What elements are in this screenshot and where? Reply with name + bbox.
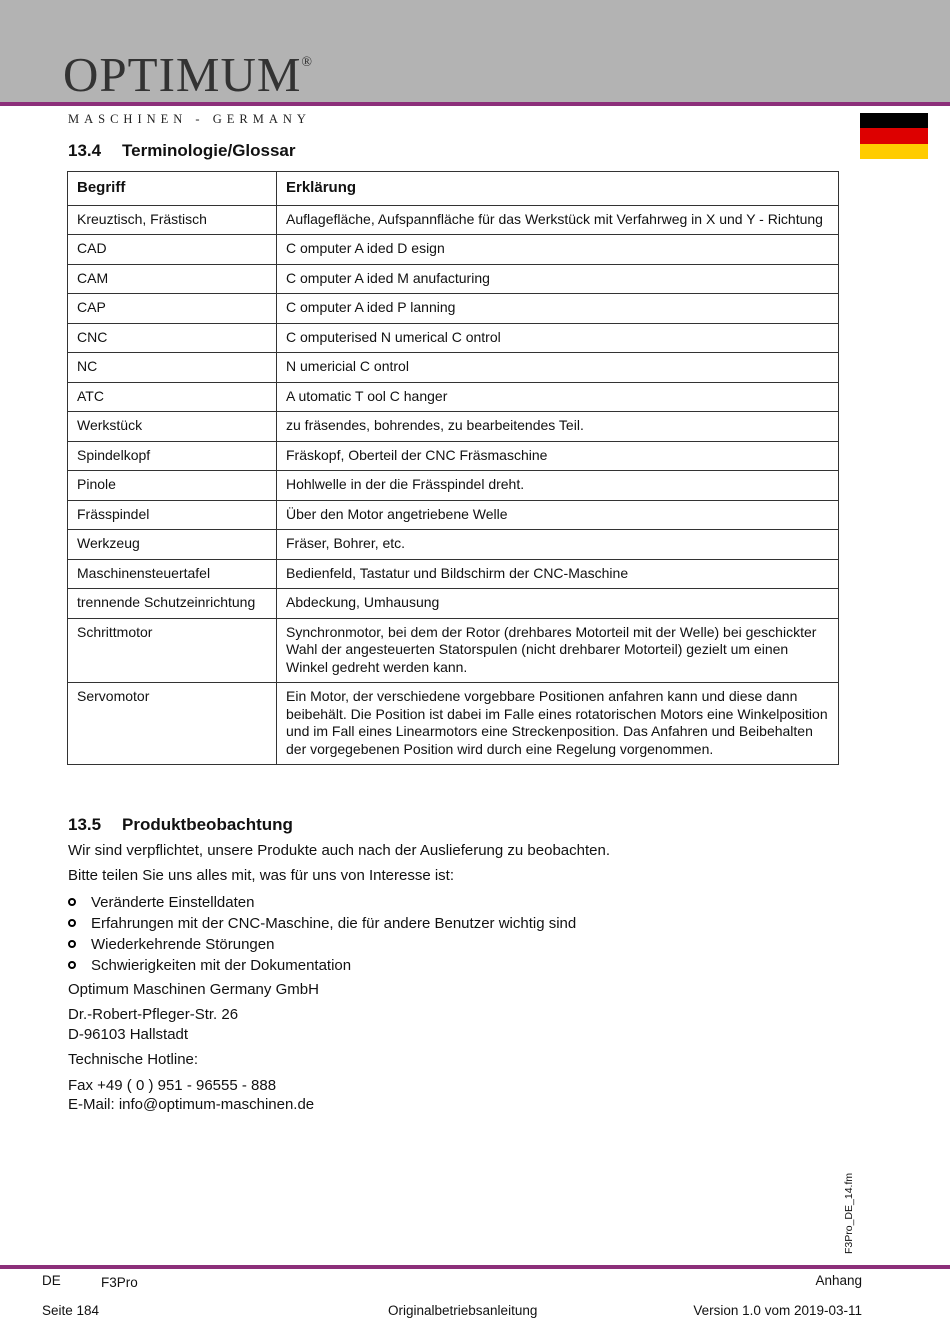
- intro-text: Wir sind verpflichtet, unsere Produkte auch nach der Auslieferung zu beobachten.: [68, 842, 610, 859]
- definition-cell: C omputer A ided P lanning: [277, 294, 839, 324]
- term-cell: Frässpindel: [68, 500, 277, 530]
- footer-model: F3Pro: [101, 1275, 138, 1290]
- section-heading-glossary: 13.4 Terminologie/Glossar: [68, 141, 296, 160]
- definition-cell: Hohlwelle in der die Frässpindel dreht.: [277, 471, 839, 501]
- term-cell: Servomotor: [68, 683, 277, 765]
- table-row: [68, 618, 839, 683]
- bullet-icon: [68, 961, 76, 969]
- column-header: Begriff: [68, 172, 277, 206]
- table-row: [68, 530, 839, 560]
- bullet-icon: [68, 898, 76, 906]
- bullet-icon: [68, 940, 76, 948]
- term-cell: Spindelkopf: [68, 441, 277, 471]
- term-cell: Werkstück: [68, 412, 277, 442]
- brand-logo: OPTIMUM®: [63, 47, 314, 102]
- table-row: [68, 559, 839, 589]
- list-item: Wiederkehrende Störungen: [68, 935, 576, 956]
- table-row: [68, 412, 839, 442]
- bullet-icon: [68, 919, 76, 927]
- table-row: [68, 264, 839, 294]
- table-row: [68, 589, 839, 619]
- term-cell: Maschinensteuertafel: [68, 559, 277, 589]
- definition-cell: Bedienfeld, Tastatur und Bildschirm der CNC-Maschine: [277, 559, 839, 589]
- term-cell: NC: [68, 353, 277, 383]
- address-city: D-96103 Hallstadt: [68, 1026, 189, 1043]
- definition-cell: C omputer A ided M anufacturing: [277, 264, 839, 294]
- definition-cell: Fräskopf, Oberteil der CNC Fräsmaschine: [277, 441, 839, 471]
- flag-stripe-red: [860, 128, 928, 143]
- term-cell: Kreuztisch, Frästisch: [68, 205, 277, 235]
- definition-cell: A utomatic T ool C hanger: [277, 382, 839, 412]
- column-header: Erklärung: [277, 172, 839, 206]
- table-row: [68, 323, 839, 353]
- list-item: Erfahrungen mit der CNC-Maschine, die für andere Benutzer wichtig sind: [68, 914, 576, 935]
- source-file-label: F3Pro_DE_14.fm: [843, 1172, 855, 1254]
- german-flag-icon: [860, 113, 928, 159]
- table-row: [68, 500, 839, 530]
- footer-version: Version 1.0 vom 2019-03-11: [693, 1303, 862, 1318]
- definition-cell: Über den Motor angetriebene Welle: [277, 500, 839, 530]
- definition-cell: C omputer A ided D esign: [277, 235, 839, 265]
- table-row: [68, 683, 839, 765]
- address-street: Dr.-Robert-Pfleger-Str. 26: [68, 1006, 239, 1023]
- definition-cell: N umericial C ontrol: [277, 353, 839, 383]
- term-cell: trennende Schutzeinrichtung: [68, 589, 277, 619]
- flag-stripe-gold: [860, 144, 928, 159]
- section-heading-product: 13.5 Produktbeobachtung: [68, 815, 293, 834]
- hotline-label: Technische Hotline:: [68, 1051, 199, 1068]
- table-row: [68, 471, 839, 501]
- definition-cell: Auflagefläche, Aufspannfläche für das Werkstück mit Verfahrweg in X und Y - Richtung: [277, 205, 839, 235]
- brand-tagline: MASCHINEN - GERMANY: [68, 112, 311, 126]
- footer-doc-type: Originalbetriebsanleitung: [388, 1303, 538, 1318]
- definition-cell: Ein Motor, der verschiedene vorgebbare Positionen anfahren kann und diese dann beibehält. Die Position ist dabei im Falle eines rotatorischen Motors eine Winkelposition und im Fall eines Linearmotors eine Streckenposition. Das Anfahren und Beibehalten der vorgegebenen Position wird durch eine Regelung vorgenommen.: [277, 683, 839, 765]
- footer-language: DE: [42, 1273, 61, 1288]
- table-row: [68, 294, 839, 324]
- footer-divider: [0, 1265, 950, 1269]
- table-row: [68, 205, 839, 235]
- definition-cell: Fräser, Bohrer, etc.: [277, 530, 839, 560]
- table-row: [68, 382, 839, 412]
- header-divider: [0, 102, 950, 106]
- list-item: Veränderte Einstelldaten: [68, 893, 576, 914]
- footer-section: Anhang: [815, 1273, 862, 1288]
- flag-stripe-black: [860, 113, 928, 128]
- list-item: Schwierigkeiten mit der Dokumentation: [68, 956, 576, 977]
- email-address[interactable]: E-Mail: info@optimum-maschinen.de: [68, 1096, 315, 1113]
- request-text: Bitte teilen Sie uns alles mit, was für uns von Interesse ist:: [68, 867, 455, 884]
- table-row: [68, 235, 839, 265]
- term-cell: CAM: [68, 264, 277, 294]
- term-cell: Werkzeug: [68, 530, 277, 560]
- glossary-table: [67, 171, 839, 765]
- definition-cell: Synchronmotor, bei dem der Rotor (drehbares Motorteil mit der Welle) bei geschickter Wahl der angesteuerten Statorspulen (nicht drehbarer Motorteil) gezielt um einen Winkel gedreht werden kann.: [277, 618, 839, 683]
- term-cell: CAP: [68, 294, 277, 324]
- term-cell: CNC: [68, 323, 277, 353]
- table-row: [68, 353, 839, 383]
- term-cell: Pinole: [68, 471, 277, 501]
- feedback-list: [68, 893, 576, 977]
- term-cell: CAD: [68, 235, 277, 265]
- fax-number: Fax +49 ( 0 ) 951 - 96555 - 888: [68, 1077, 277, 1094]
- definition-cell: C omputerised N umerical C ontrol: [277, 323, 839, 353]
- term-cell: Schrittmotor: [68, 618, 277, 683]
- definition-cell: Abdeckung, Umhausung: [277, 589, 839, 619]
- term-cell: ATC: [68, 382, 277, 412]
- company-name: Optimum Maschinen Germany GmbH: [68, 981, 319, 998]
- footer-page-number: Seite 184: [42, 1303, 100, 1318]
- definition-cell: zu fräsendes, bohrendes, zu bearbeitendes Teil.: [277, 412, 839, 442]
- table-header-row: [68, 172, 839, 206]
- table-row: [68, 441, 839, 471]
